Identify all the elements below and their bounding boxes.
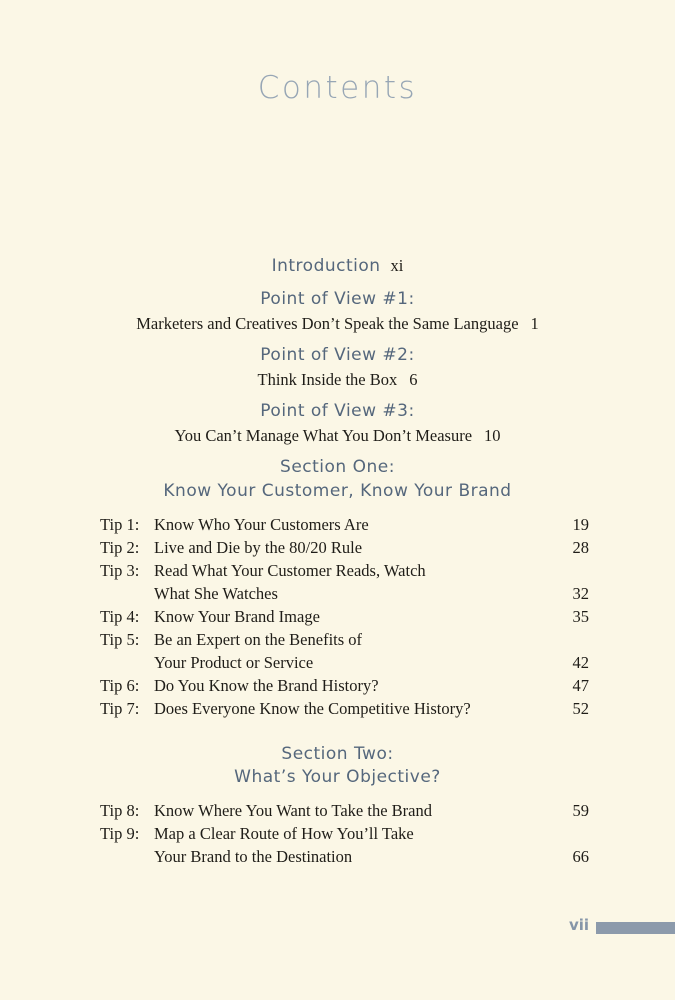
tip-number: Tip 9: (100, 824, 140, 843)
tip-number: Tip 2: (100, 538, 140, 557)
tip-title-continued: Your Brand to the Destination (154, 847, 353, 866)
pov3-heading: Point of View #3: (260, 401, 415, 421)
section-two-heading: Section Two: (281, 744, 394, 764)
tip-number: Tip 1: (100, 515, 140, 534)
page-number: vii (568, 916, 589, 934)
tip-number: Tip 6: (100, 676, 140, 695)
tip-page: 52 (572, 699, 589, 718)
toc-row-tip9 (100, 824, 589, 847)
pov1-entry (0, 314, 675, 334)
pov1-page: 1 (530, 314, 539, 333)
tip-title: Know Who Your Customers Are (154, 515, 369, 534)
tip-title: Map a Clear Route of How You’ll Take (154, 824, 414, 843)
pov3-entry (0, 426, 675, 446)
pov2-page: 6 (409, 370, 418, 389)
tip-title: Know Where You Want to Take the Brand (154, 801, 432, 820)
pov2-heading: Point of View #2: (260, 345, 415, 365)
introduction-entry (0, 256, 675, 276)
toc-row-tip5-cont (100, 653, 589, 676)
folio-bar (596, 922, 675, 934)
section-two-subheading: What’s Your Objective? (234, 767, 441, 787)
pov1-title: Marketers and Creatives Don’t Speak the Same Language (136, 314, 519, 333)
toc-row-tip9-cont (100, 847, 589, 870)
pov3-page: 10 (484, 426, 501, 445)
tip-number: Tip 5: (100, 630, 140, 649)
pov2-entry (0, 370, 675, 390)
tip-title-continued: What She Watches (154, 584, 278, 603)
tip-number: Tip 4: (100, 607, 140, 626)
tip-number: Tip 8: (100, 801, 140, 820)
tip-title-continued: Your Product or Service (154, 653, 314, 672)
tip-page: 47 (572, 676, 589, 695)
section-one-subheading: Know Your Customer, Know Your Brand (163, 481, 512, 501)
page-title: Contents (257, 70, 418, 106)
introduction-page: xi (390, 256, 404, 275)
toc-row-tip1 (100, 515, 589, 538)
tip-page: 28 (572, 538, 589, 557)
toc-row-tip5 (100, 630, 589, 653)
toc-row-tip2 (100, 538, 589, 561)
tip-page: 19 (572, 515, 589, 534)
toc-row-tip6 (100, 676, 589, 699)
introduction-heading: Introduction (271, 256, 381, 276)
pov1-heading: Point of View #1: (260, 289, 415, 309)
toc-row-tip3 (100, 561, 589, 584)
tip-title: Know Your Brand Image (154, 607, 320, 626)
toc-row-tip4 (100, 607, 589, 630)
pov2-title: Think Inside the Box (257, 370, 398, 389)
tip-title: Be an Expert on the Benefits of (154, 630, 363, 649)
tip-page: 32 (572, 584, 589, 603)
toc-row-tip7 (100, 699, 589, 722)
tip-page: 42 (572, 653, 589, 672)
tip-page: 35 (572, 607, 589, 626)
tip-title: Read What Your Customer Reads, Watch (154, 561, 426, 580)
toc-row-tip8 (100, 801, 589, 824)
tip-title: Live and Die by the 80/20 Rule (154, 538, 363, 557)
toc-row-tip3-cont (100, 584, 589, 607)
tip-number: Tip 3: (100, 561, 140, 580)
tip-page: 59 (572, 801, 589, 820)
tip-title: Does Everyone Know the Competitive History? (154, 699, 471, 718)
pov3-title: You Can’t Manage What You Don’t Measure (174, 426, 473, 445)
section-one-heading: Section One: (280, 457, 395, 477)
tip-page: 66 (572, 847, 589, 866)
tip-number: Tip 7: (100, 699, 140, 718)
tip-title: Do You Know the Brand History? (154, 676, 379, 695)
